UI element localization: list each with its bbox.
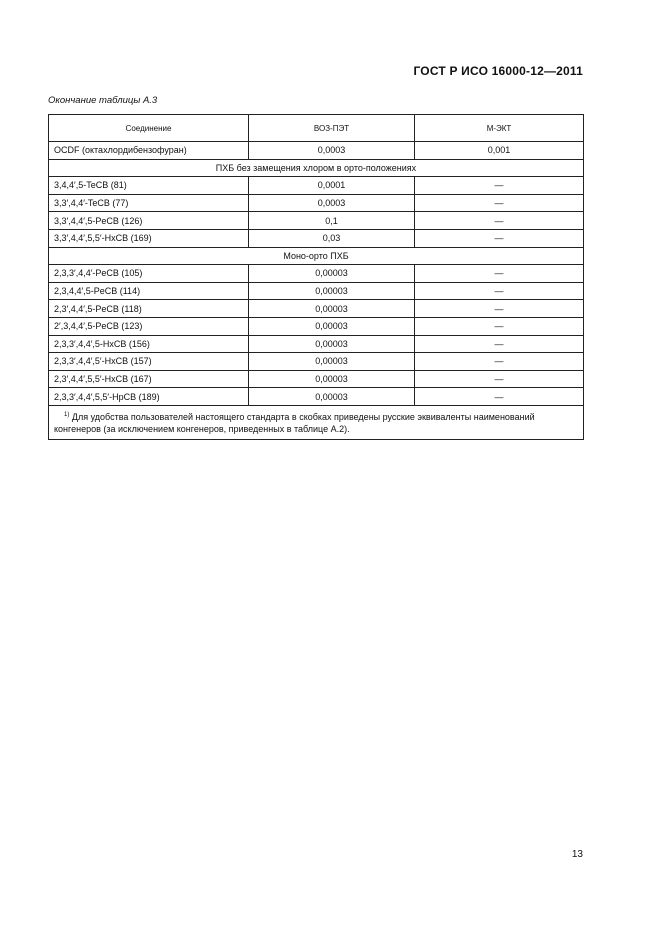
compound-cell: 3,3′,4,4′,5,5′-HxCB (169)	[49, 229, 249, 247]
section-header-row	[49, 159, 584, 177]
compound-cell: 2,3,3′,4,4′,5,5′-HpCB (189)	[49, 388, 249, 406]
compound-cell: 2′,3,4,4′,5-PeCB (123)	[49, 317, 249, 335]
i-value-cell: —	[415, 300, 584, 318]
i-value-cell: —	[415, 388, 584, 406]
table-row	[49, 229, 584, 247]
who-value-cell: 0,00003	[249, 335, 415, 353]
footnote-row	[49, 405, 584, 439]
who-value-cell: 0,03	[249, 229, 415, 247]
who-value-cell: 0,00003	[249, 370, 415, 388]
who-value-cell: 0,00003	[249, 300, 415, 318]
toxicity-equivalence-table	[48, 114, 584, 440]
compound-cell: 2,3,3′,4,4′-PeCB (105)	[49, 265, 249, 283]
footnote-text: Для удобства пользователей настоящего стандарта в скобках приведены русские эквиваленты наименований конгенеров (за исключением конгенеров, приведенных в таблице А.2).	[54, 411, 535, 434]
table-row	[49, 300, 584, 318]
compound-cell: 3,4,4′,5-TeCB (81)	[49, 177, 249, 195]
column-header-who-tef: ВОЗ-ПЭТ	[249, 115, 415, 142]
table-row	[49, 177, 584, 195]
table-row	[49, 212, 584, 230]
i-value-cell: 0,001	[415, 142, 584, 160]
document-header-title: ГОСТ Р ИСО 16000-12—2011	[413, 64, 583, 78]
compound-cell: 2,3,3′,4,4′,5-HxCB (156)	[49, 335, 249, 353]
compound-cell: OCDF (октахлордибензофуран)	[49, 142, 249, 160]
who-value-cell: 0,0003	[249, 142, 415, 160]
section-title-non-ortho-pcb: ПХБ без замещения хлором в орто-положениях	[49, 159, 584, 177]
i-value-cell: —	[415, 177, 584, 195]
footnote-mark: 1)	[64, 411, 70, 418]
compound-cell: 3,3′,4,4′,5-PeCB (126)	[49, 212, 249, 230]
table-header-row	[49, 115, 584, 142]
who-value-cell: 0,00003	[249, 265, 415, 283]
section-title-mono-ortho-pcb: Моно-орто ПХБ	[49, 247, 584, 265]
compound-cell: 3,3′,4,4′-TeCB (77)	[49, 194, 249, 212]
compound-cell: 2,3,3′,4,4′,5′-HxCB (157)	[49, 353, 249, 371]
i-value-cell: —	[415, 282, 584, 300]
page-number: 13	[571, 849, 583, 860]
section-header-row	[49, 247, 584, 265]
i-value-cell: —	[415, 265, 584, 283]
table-row	[49, 353, 584, 371]
i-value-cell: —	[415, 335, 584, 353]
who-value-cell: 0,00003	[249, 353, 415, 371]
table-row	[49, 194, 584, 212]
who-value-cell: 0,00003	[249, 317, 415, 335]
i-value-cell: —	[415, 317, 584, 335]
i-value-cell: —	[415, 212, 584, 230]
who-value-cell: 0,00003	[249, 282, 415, 300]
column-header-compound: Соединение	[49, 115, 249, 142]
i-value-cell: —	[415, 353, 584, 371]
table-caption: Окончание таблицы А.3	[48, 95, 158, 106]
column-header-i-tef: М-ЭКТ	[415, 115, 584, 142]
table-row	[49, 388, 584, 406]
i-value-cell: —	[415, 229, 584, 247]
table-row	[49, 142, 584, 160]
who-value-cell: 0,1	[249, 212, 415, 230]
table-row	[49, 282, 584, 300]
i-value-cell: —	[415, 194, 584, 212]
table-row	[49, 317, 584, 335]
who-value-cell: 0,00003	[249, 388, 415, 406]
compound-cell: 2,3′,4,4′,5,5′-HxCB (167)	[49, 370, 249, 388]
table-row	[49, 335, 584, 353]
i-value-cell: —	[415, 370, 584, 388]
table-row	[49, 265, 584, 283]
compound-cell: 2,3,4,4′,5-PeCB (114)	[49, 282, 249, 300]
who-value-cell: 0,0001	[249, 177, 415, 195]
compound-cell: 2,3′,4,4′,5-PeCB (118)	[49, 300, 249, 318]
table-row	[49, 370, 584, 388]
footnote-cell	[49, 405, 584, 439]
who-value-cell: 0,0003	[249, 194, 415, 212]
